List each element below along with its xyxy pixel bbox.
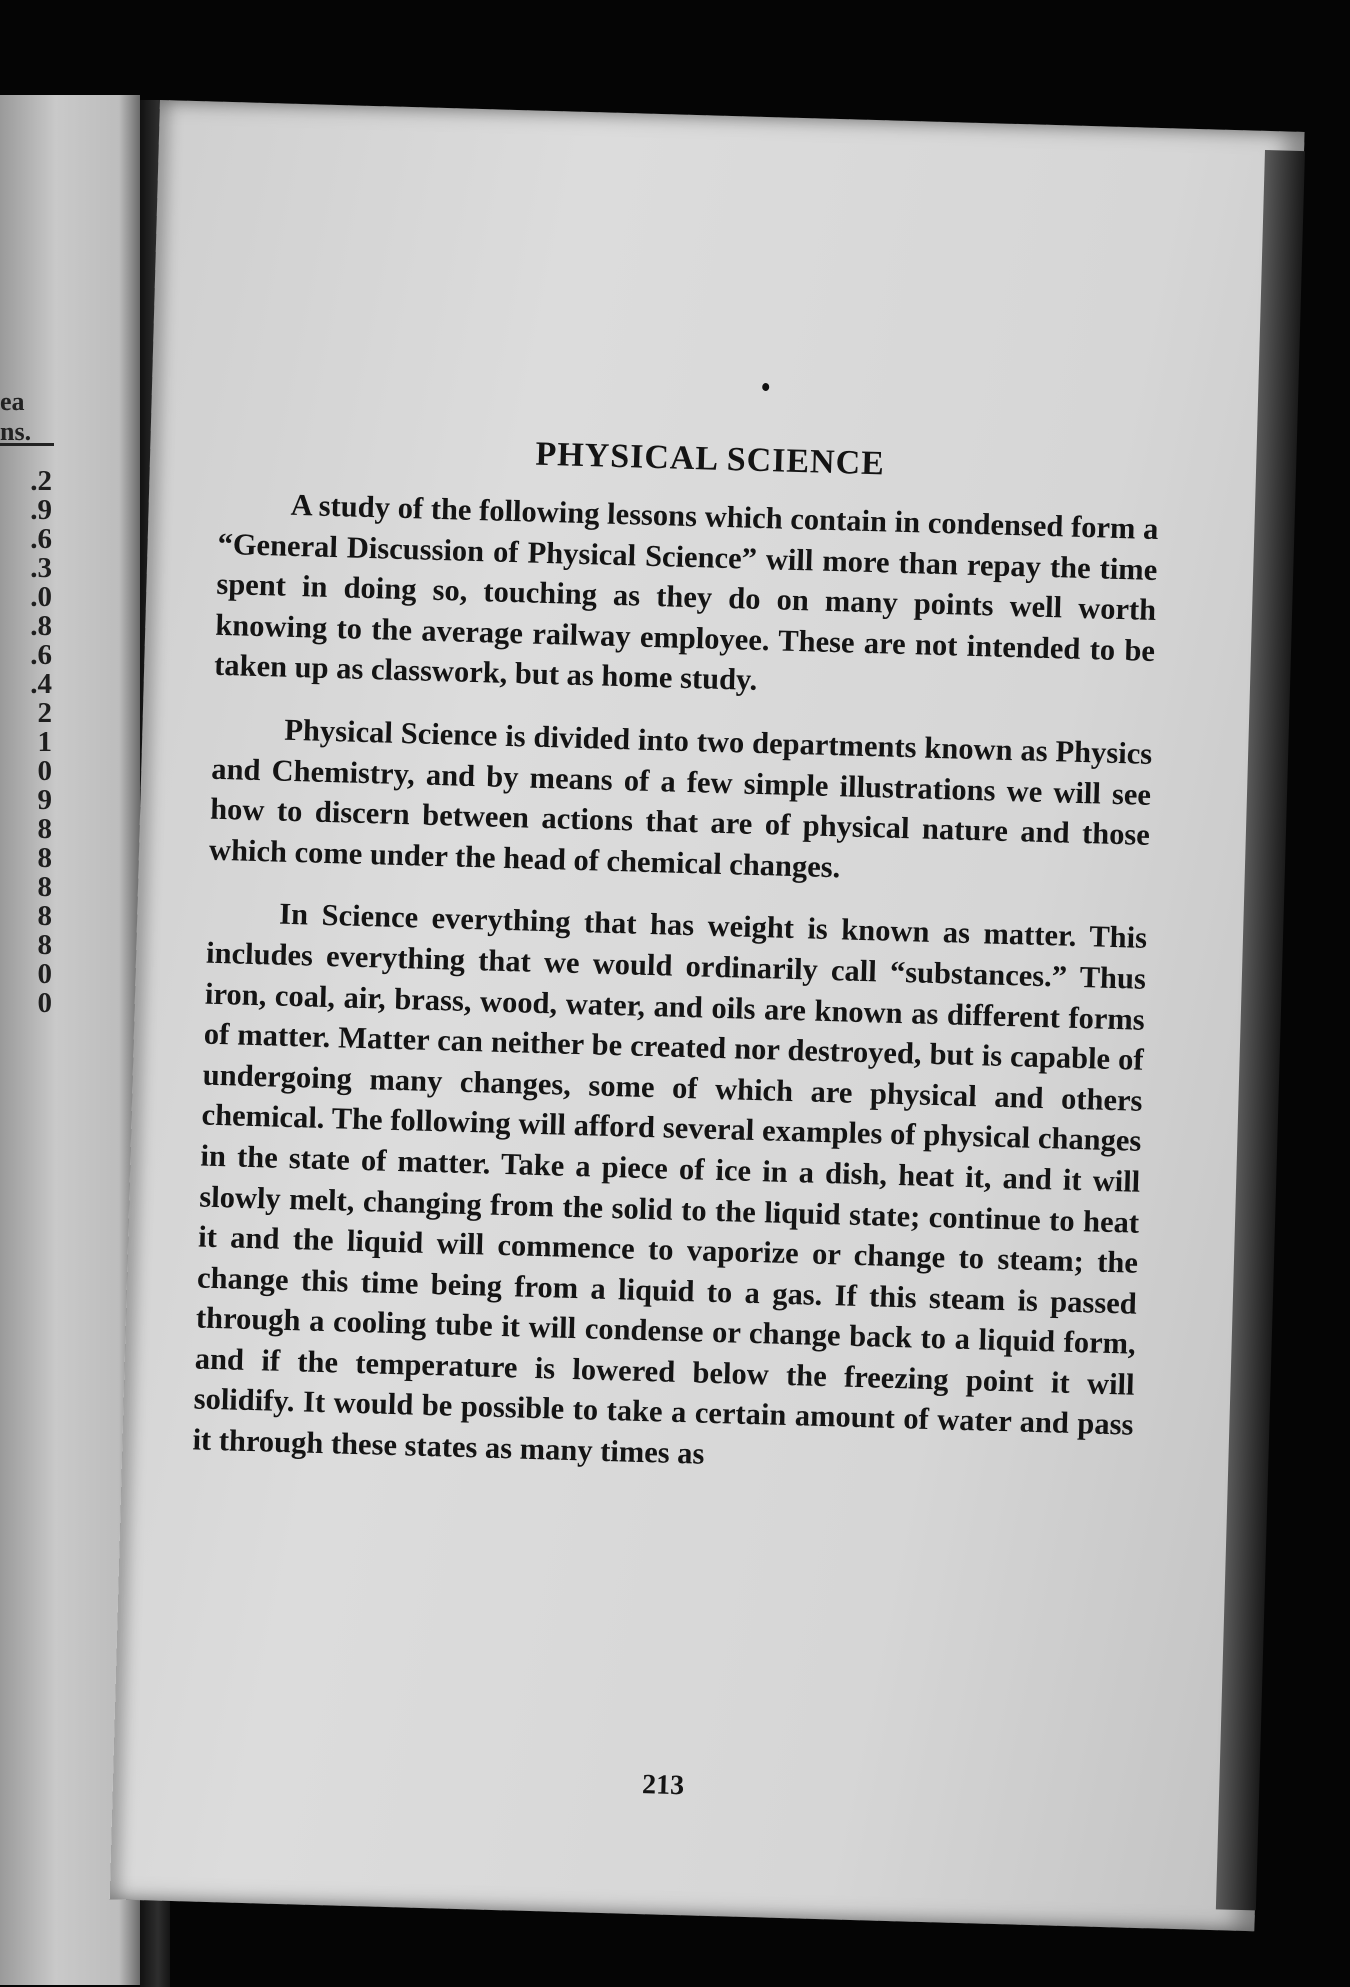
margin-value: 2 — [37, 697, 52, 729]
page-number: 213 — [641, 1769, 685, 1802]
margin-value: 8 — [37, 813, 52, 845]
page-title: PHYSICAL SCIENCE — [534, 435, 886, 483]
margin-value: .9 — [30, 494, 52, 526]
paragraph: In Science everything that has weight is known as matter. This includes everything that we would ordinarily call “substances.” Thus iron, coal, air, brass, wood, water, and oils are known as different forms of matter. Matter can neither be created nor destroyed, but is capable of undergoing many changes, some of which are physical and others chemical. The following will afford several examples of physical changes in the state of matter. Take a piece of ice in a dish, heat it, and it will slowly melt, changing from the solid to the liquid state; continue to heat it and the liquid will commence to vaporize or change to steam; the change this time being from a liquid to a gas. If this steam is passed through a cooling tube it will condense or change back to a liquid form, and if the temperature is lowered below the freezing point it will solidify. It would be possible to take a certain amount of water and pass it through these states as many times as — [192, 896, 1148, 1471]
margin-value: .6 — [30, 639, 52, 671]
margin-value: 0 — [37, 958, 52, 990]
margin-value: 8 — [37, 929, 52, 961]
paragraph: Physical Science is divided into two departments known as Physics and Chemistry, and by means of a few simple illustrations we will see how to discern between actions that are of physical nature and those which come under the head of chemical changes. — [208, 712, 1153, 885]
margin-header-line: ea — [0, 387, 25, 416]
margin-value: 1 — [37, 726, 52, 758]
margin-value: .2 — [30, 465, 52, 497]
margin-column-header — [0, 387, 56, 447]
margin-value: .3 — [30, 552, 52, 584]
margin-value: 8 — [37, 900, 52, 932]
margin-value: .8 — [30, 610, 52, 642]
margin-header-line: ns. — [0, 417, 32, 446]
book-page — [110, 100, 1305, 1931]
margin-value: 0 — [37, 987, 52, 1019]
margin-value: 0 — [37, 755, 52, 787]
margin-value: .0 — [30, 581, 52, 613]
margin-values — [0, 467, 52, 1018]
margin-value: 9 — [37, 784, 52, 816]
margin-value: .4 — [30, 668, 52, 700]
margin-value: 8 — [37, 871, 52, 903]
ink-speck — [762, 383, 769, 391]
margin-value: .6 — [30, 523, 52, 555]
paragraph: A study of the following lessons which contain in condensed form a “General Discussion of Physical Science” will more than repay the time spent in doing so, touching as they do on many points well worth knowing to the average railway employee. These are not intended to be taken up as classwork, but as home study. — [213, 487, 1159, 698]
margin-value: 8 — [37, 842, 52, 874]
page-content — [191, 427, 1160, 1508]
